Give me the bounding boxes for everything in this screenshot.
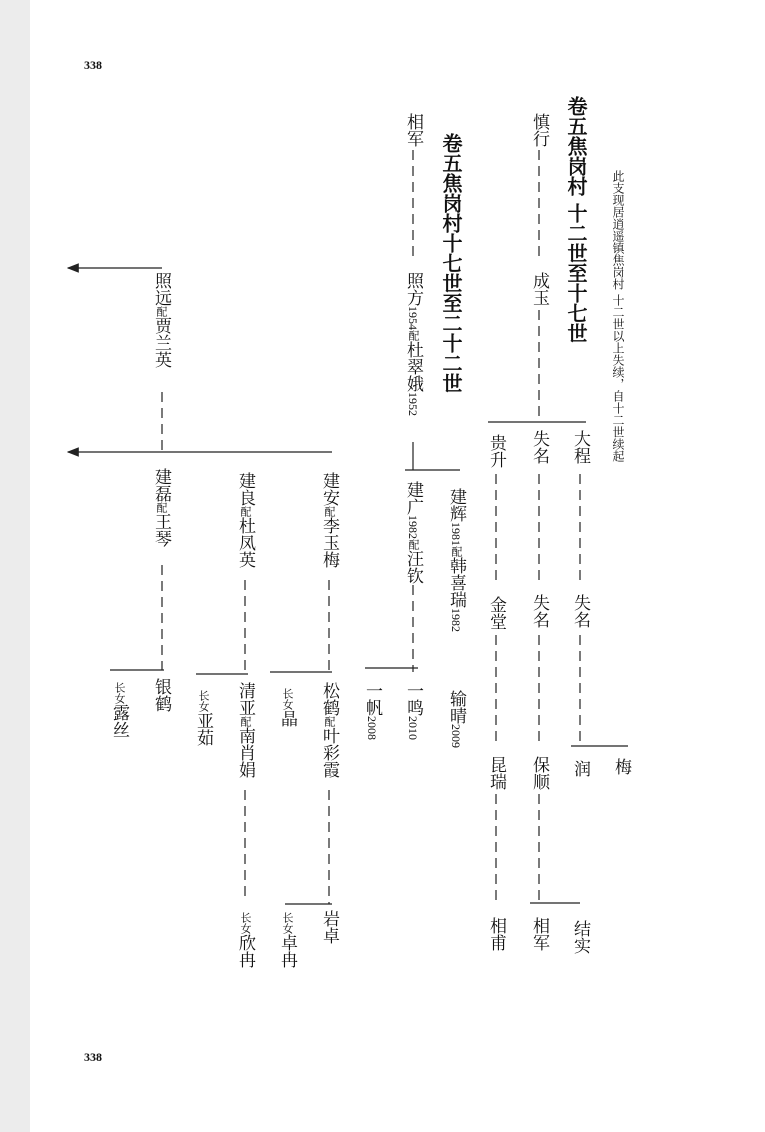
page-number-bottom: 338 <box>84 1050 102 1064</box>
person-name: 露丝 <box>109 704 129 738</box>
person-songhe <box>320 682 337 778</box>
person-jieshi: 结实 <box>570 920 590 954</box>
person-shiming: 失名 <box>529 430 549 464</box>
page-number-top: 338 <box>84 58 102 72</box>
person-zhaoyuan <box>152 272 169 368</box>
person-name: 一鸣 <box>403 682 423 716</box>
lineage-note: 此支现居逍遥镇焦岗村 十二世以上失续，自十二世续起 <box>611 170 625 462</box>
birth-year: 1982 <box>406 515 420 539</box>
person-jianan <box>320 472 337 568</box>
person-name: 建广 <box>403 481 423 515</box>
daughter-label: 长女 <box>197 690 210 712</box>
person-jianliang <box>236 472 253 568</box>
person-name: 输晴 <box>446 690 466 724</box>
person-yaru <box>194 690 211 746</box>
spouse-name: 杜凤英 <box>235 517 255 568</box>
spouse-name: 贾兰英 <box>151 317 171 368</box>
person-name: 一帆 <box>362 682 382 716</box>
spouse-name: 汪钦 <box>403 550 423 584</box>
person-qingya <box>236 682 253 778</box>
marriage-mark: 配 <box>407 330 420 341</box>
person-xinran <box>236 912 253 968</box>
person-zhaofang <box>404 272 421 416</box>
marriage-mark: 配 <box>239 716 252 727</box>
person-name: 建辉 <box>446 488 466 522</box>
marriage-mark: 配 <box>450 546 463 557</box>
birth-year: 1952 <box>406 392 420 416</box>
spouse-name: 李玉梅 <box>319 517 339 568</box>
marriage-mark: 配 <box>323 506 336 517</box>
person-yiming <box>404 682 421 740</box>
marriage-mark: 配 <box>155 306 168 317</box>
person-baoshun: 保顺 <box>529 756 549 790</box>
person-dacheng: 大程 <box>570 430 590 464</box>
person-xiangjun: 相军 <box>529 917 549 951</box>
person-name: 照方 <box>403 272 423 306</box>
marriage-mark: 配 <box>155 502 168 513</box>
spouse-name: 南肖娟 <box>235 727 255 778</box>
person-guisheng: 贵升 <box>486 434 506 468</box>
person-name: 松鹤 <box>319 682 339 716</box>
daughter-label: 长女 <box>281 688 294 710</box>
birth-year: 2009 <box>449 724 463 748</box>
person-yanzhuo: 岩卓 <box>319 910 339 944</box>
spouse-name: 王琴 <box>151 513 171 547</box>
person-jianlei <box>152 468 169 547</box>
person-yinhe: 银鹤 <box>151 678 171 712</box>
person-xiangfu: 相甫 <box>486 917 506 951</box>
person-name: 欣冉 <box>235 934 255 968</box>
person-name: 卓冉 <box>277 934 297 968</box>
spouse-name: 杜翠娥 <box>403 341 423 392</box>
section-title-2: 卷五焦岗村十七世至二十二世 <box>439 133 463 393</box>
person-name: 建安 <box>319 472 339 506</box>
person-name: 建良 <box>235 472 255 506</box>
daughter-label: 长女 <box>239 912 252 934</box>
marriage-mark: 配 <box>323 716 336 727</box>
person-yifan <box>363 682 380 740</box>
person-lusi <box>110 682 127 738</box>
marriage-mark: 配 <box>407 539 420 550</box>
person-name: 晶 <box>277 710 297 727</box>
person-jing <box>278 688 295 727</box>
person-name: 建磊 <box>151 468 171 502</box>
person-shiming: 失名 <box>529 594 549 628</box>
section-title-1: 卷五焦岗村 十二世至十七世 <box>564 96 588 343</box>
person-zhuoran <box>278 912 295 968</box>
birth-year: 1954 <box>406 306 420 330</box>
person-run: 润 <box>570 760 590 777</box>
person-jianhui <box>447 488 464 632</box>
person-xiangjun: 相军 <box>403 113 423 147</box>
birth-year: 1982 <box>449 608 463 632</box>
daughter-label: 长女 <box>113 682 126 704</box>
spouse-name: 叶彩霞 <box>319 727 339 778</box>
person-jintang: 金堂 <box>486 596 506 630</box>
person-mei: 梅 <box>611 758 631 775</box>
person-name: 照远 <box>151 272 171 306</box>
person-shiming: 失名 <box>570 594 590 628</box>
person-jianguang <box>404 481 421 584</box>
daughter-label: 长女 <box>281 912 294 934</box>
person-shuqing <box>447 690 464 748</box>
person-name: 亚茹 <box>193 712 213 746</box>
person-chengyu: 成玉 <box>529 272 549 306</box>
birth-year: 2010 <box>406 716 420 740</box>
marriage-mark: 配 <box>239 506 252 517</box>
spouse-name: 韩喜瑞 <box>446 557 466 608</box>
person-shenxing: 慎行 <box>529 113 549 147</box>
person-kunrui: 昆瑞 <box>486 756 506 790</box>
person-name: 清亚 <box>235 682 255 716</box>
birth-year: 2008 <box>365 716 379 740</box>
birth-year: 1981 <box>449 522 463 546</box>
